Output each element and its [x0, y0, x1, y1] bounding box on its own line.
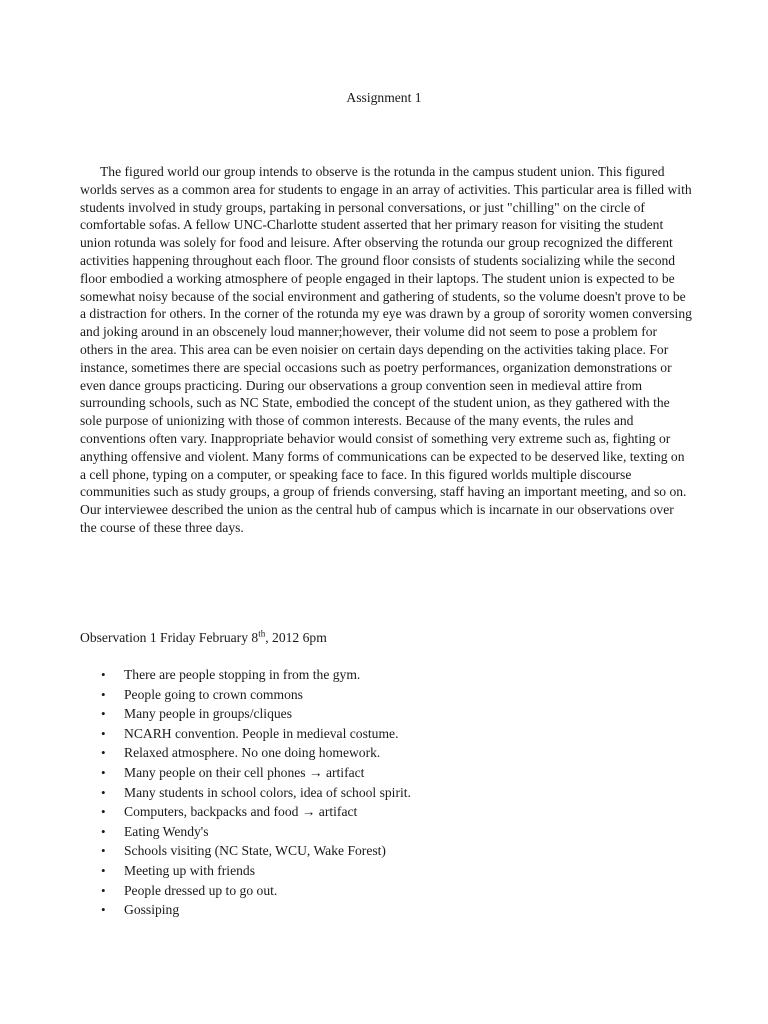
bullet-icon: •: [101, 764, 106, 780]
list-item-text: People dressed up to go out.: [124, 882, 278, 898]
list-item-text: Schools visiting (NC State, WCU, Wake Forest): [124, 843, 386, 859]
list-item: [80, 686, 411, 706]
list-item: [80, 725, 411, 745]
list-item: [80, 784, 411, 804]
list-item-text: Gossiping: [124, 902, 180, 918]
list-item-text: Many students in school colors, idea of school spirit.: [124, 784, 411, 800]
list-item-text: Meeting up with friends: [124, 862, 256, 878]
list-item: [80, 666, 411, 686]
bullet-icon: •: [101, 902, 106, 918]
list-item-text: Many people on their cell phones → artifact: [124, 764, 365, 780]
list-item-text: NCARH convention. People in medieval costume.: [124, 725, 399, 741]
bullet-icon: •: [101, 784, 106, 800]
bullet-icon: •: [101, 686, 106, 702]
list-item: [80, 705, 411, 725]
list-item-text: There are people stopping in from the gym.: [124, 667, 361, 682]
ordinal-suffix: th: [258, 628, 266, 639]
observation-list: [80, 666, 411, 921]
list-item: [80, 882, 411, 902]
list-item-text: Computers, backpacks and food → artifact: [124, 804, 358, 820]
bullet-icon: •: [101, 843, 106, 859]
list-item: [80, 823, 411, 843]
list-item: [80, 764, 411, 784]
observation-heading-date: , 2012 6pm: [265, 630, 327, 645]
list-item: [80, 901, 411, 921]
list-item: [80, 842, 411, 862]
list-item: [80, 803, 411, 823]
observation-heading-text: Observation 1 Friday February 8: [80, 630, 259, 645]
list-item-text: People going to crown commons: [124, 686, 303, 702]
bullet-icon: •: [101, 823, 106, 839]
list-item-text: Eating Wendy's: [124, 823, 209, 839]
bullet-icon: •: [101, 667, 106, 682]
document-title: Assignment 1: [346, 90, 422, 105]
bullet-icon: •: [101, 725, 106, 741]
body-paragraph: The figured world our group intends to observe is the rotunda in the campus student union. This figured worlds serves as a common area for students to engage in an array of activities. This particular area is filled with students involved in study groups, partaking in personal conversations, or just "chilling" on the circle of comfortable sofas. A fellow UNC-Charlotte student asserted that her primary reason for visiting the student union rotunda was solely for food and leisure. After observing the rotunda our group recognized the different activities happening throughout each floor. The ground floor consists of students socializing while the second floor embodied a working atmosphere of people engaged in their laptops. The student union is expected to be somewhat noisy because of the social environment and gathering of students, so the volume doesn't prove to be a distraction for others. In the corner of the rotunda my eye was drawn by a group of sorority women conversing and joking around in an obscenely loud manner;however, their volume did not seem to pose a problem for others in the area. This area can be even noisier on certain days depending on the activities taking place. For instance, sometimes there are special occasions such as poetry performances, organization demonstrations or even dance groups practicing. During our observations a group convention seen in medieval attire from surrounding schools, such as NC State, embodied the concept of the student union, as they gathered with the sole purpose of unionizing with those of common interests. Because of the many events, the rules and conventions often vary. Inappropriate behavior would consist of something very extreme such as, fighting or anything offensive and violent. Many forms of communications can be expected to be deserved like, texting on a cell phone, typing on a computer, or speaking face to face. In this figured worlds multiple discourse communities such as study groups, a group of friends conversing, staff having an important meeting, and so on. Our interviewee described the union as the central hub of campus which is incarnate in our observations over the course of these three days.: [80, 164, 692, 535]
bullet-icon: •: [101, 745, 106, 761]
list-item-text: Many people in groups/cliques: [124, 706, 293, 722]
list-item: [80, 744, 411, 764]
bullet-icon: •: [101, 882, 106, 898]
bullet-icon: •: [101, 862, 106, 878]
list-item: [80, 862, 411, 882]
bullet-icon: •: [101, 804, 106, 820]
list-item-text: Relaxed atmosphere. No one doing homework.: [124, 745, 381, 761]
observation-heading: [80, 629, 327, 647]
bullet-icon: •: [101, 706, 106, 722]
